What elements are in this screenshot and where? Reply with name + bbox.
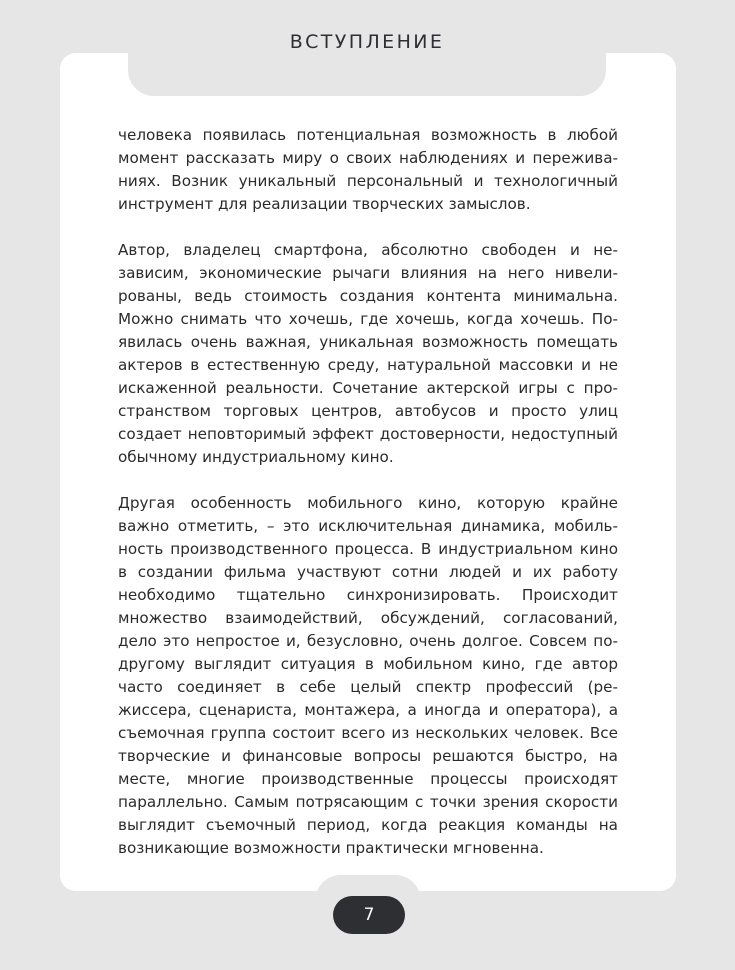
paragraph: Другая особенность мобильного кино, которую крайне важно отметить, – это исключительная динамика, мобильность производственного процесса. В индустриальном кино в создании фильма участвуют сотни людей и их работу необходимо тщательно синхронизировать. Происходит множество взаимодействий, обсуждений, согласований, дело это непростое и, безусловно, очень долгое. Совсем по-другому выглядит ситуация в мобильном кино, где автор часто соединяет в себе целый спектр профессий (режиссера, сценариста, монтажера, а иногда и оператора), а съемочная группа состоит всего из нескольких человек. Все творческие и финансовые вопросы решаются быстро, на месте, многие производственные процессы происходят параллельно. Самым потрясающим с точки зрения скорости выглядит съемочный период, когда реакция команды на возникающие возможности практически мгновенна. — [118, 494, 618, 857]
paragraph: человека появилась потенциальная возможность в любой момент рассказать миру о своих наблюдениях и переживаниях. Возник уникальный персональный и технологичный инструмент для реализации творческих замыслов. — [118, 126, 618, 213]
page-number-badge: 7 — [333, 896, 405, 934]
paragraph: Автор, владелец смартфона, абсолютно свободен и независим, экономические рычаги влияния на него нивелированы, ведь стоимость создания контента минимальна. Можно снимать что хочешь, где хочешь, когда хочешь. Появилась очень важная, уникальная возможность помещать актеров в естественную среду, натуральной массовки и не искаженной реальности. Сочетание актерской игры с пространством торговых центров, автобусов и просто улиц создает неповторимый эффект достоверности, недоступный обычному индустриальному кино. — [118, 241, 618, 466]
page-title: ВСТУПЛЕНИЕ — [289, 31, 445, 53]
body-text — [118, 124, 618, 883]
header-tab — [128, 0, 606, 96]
